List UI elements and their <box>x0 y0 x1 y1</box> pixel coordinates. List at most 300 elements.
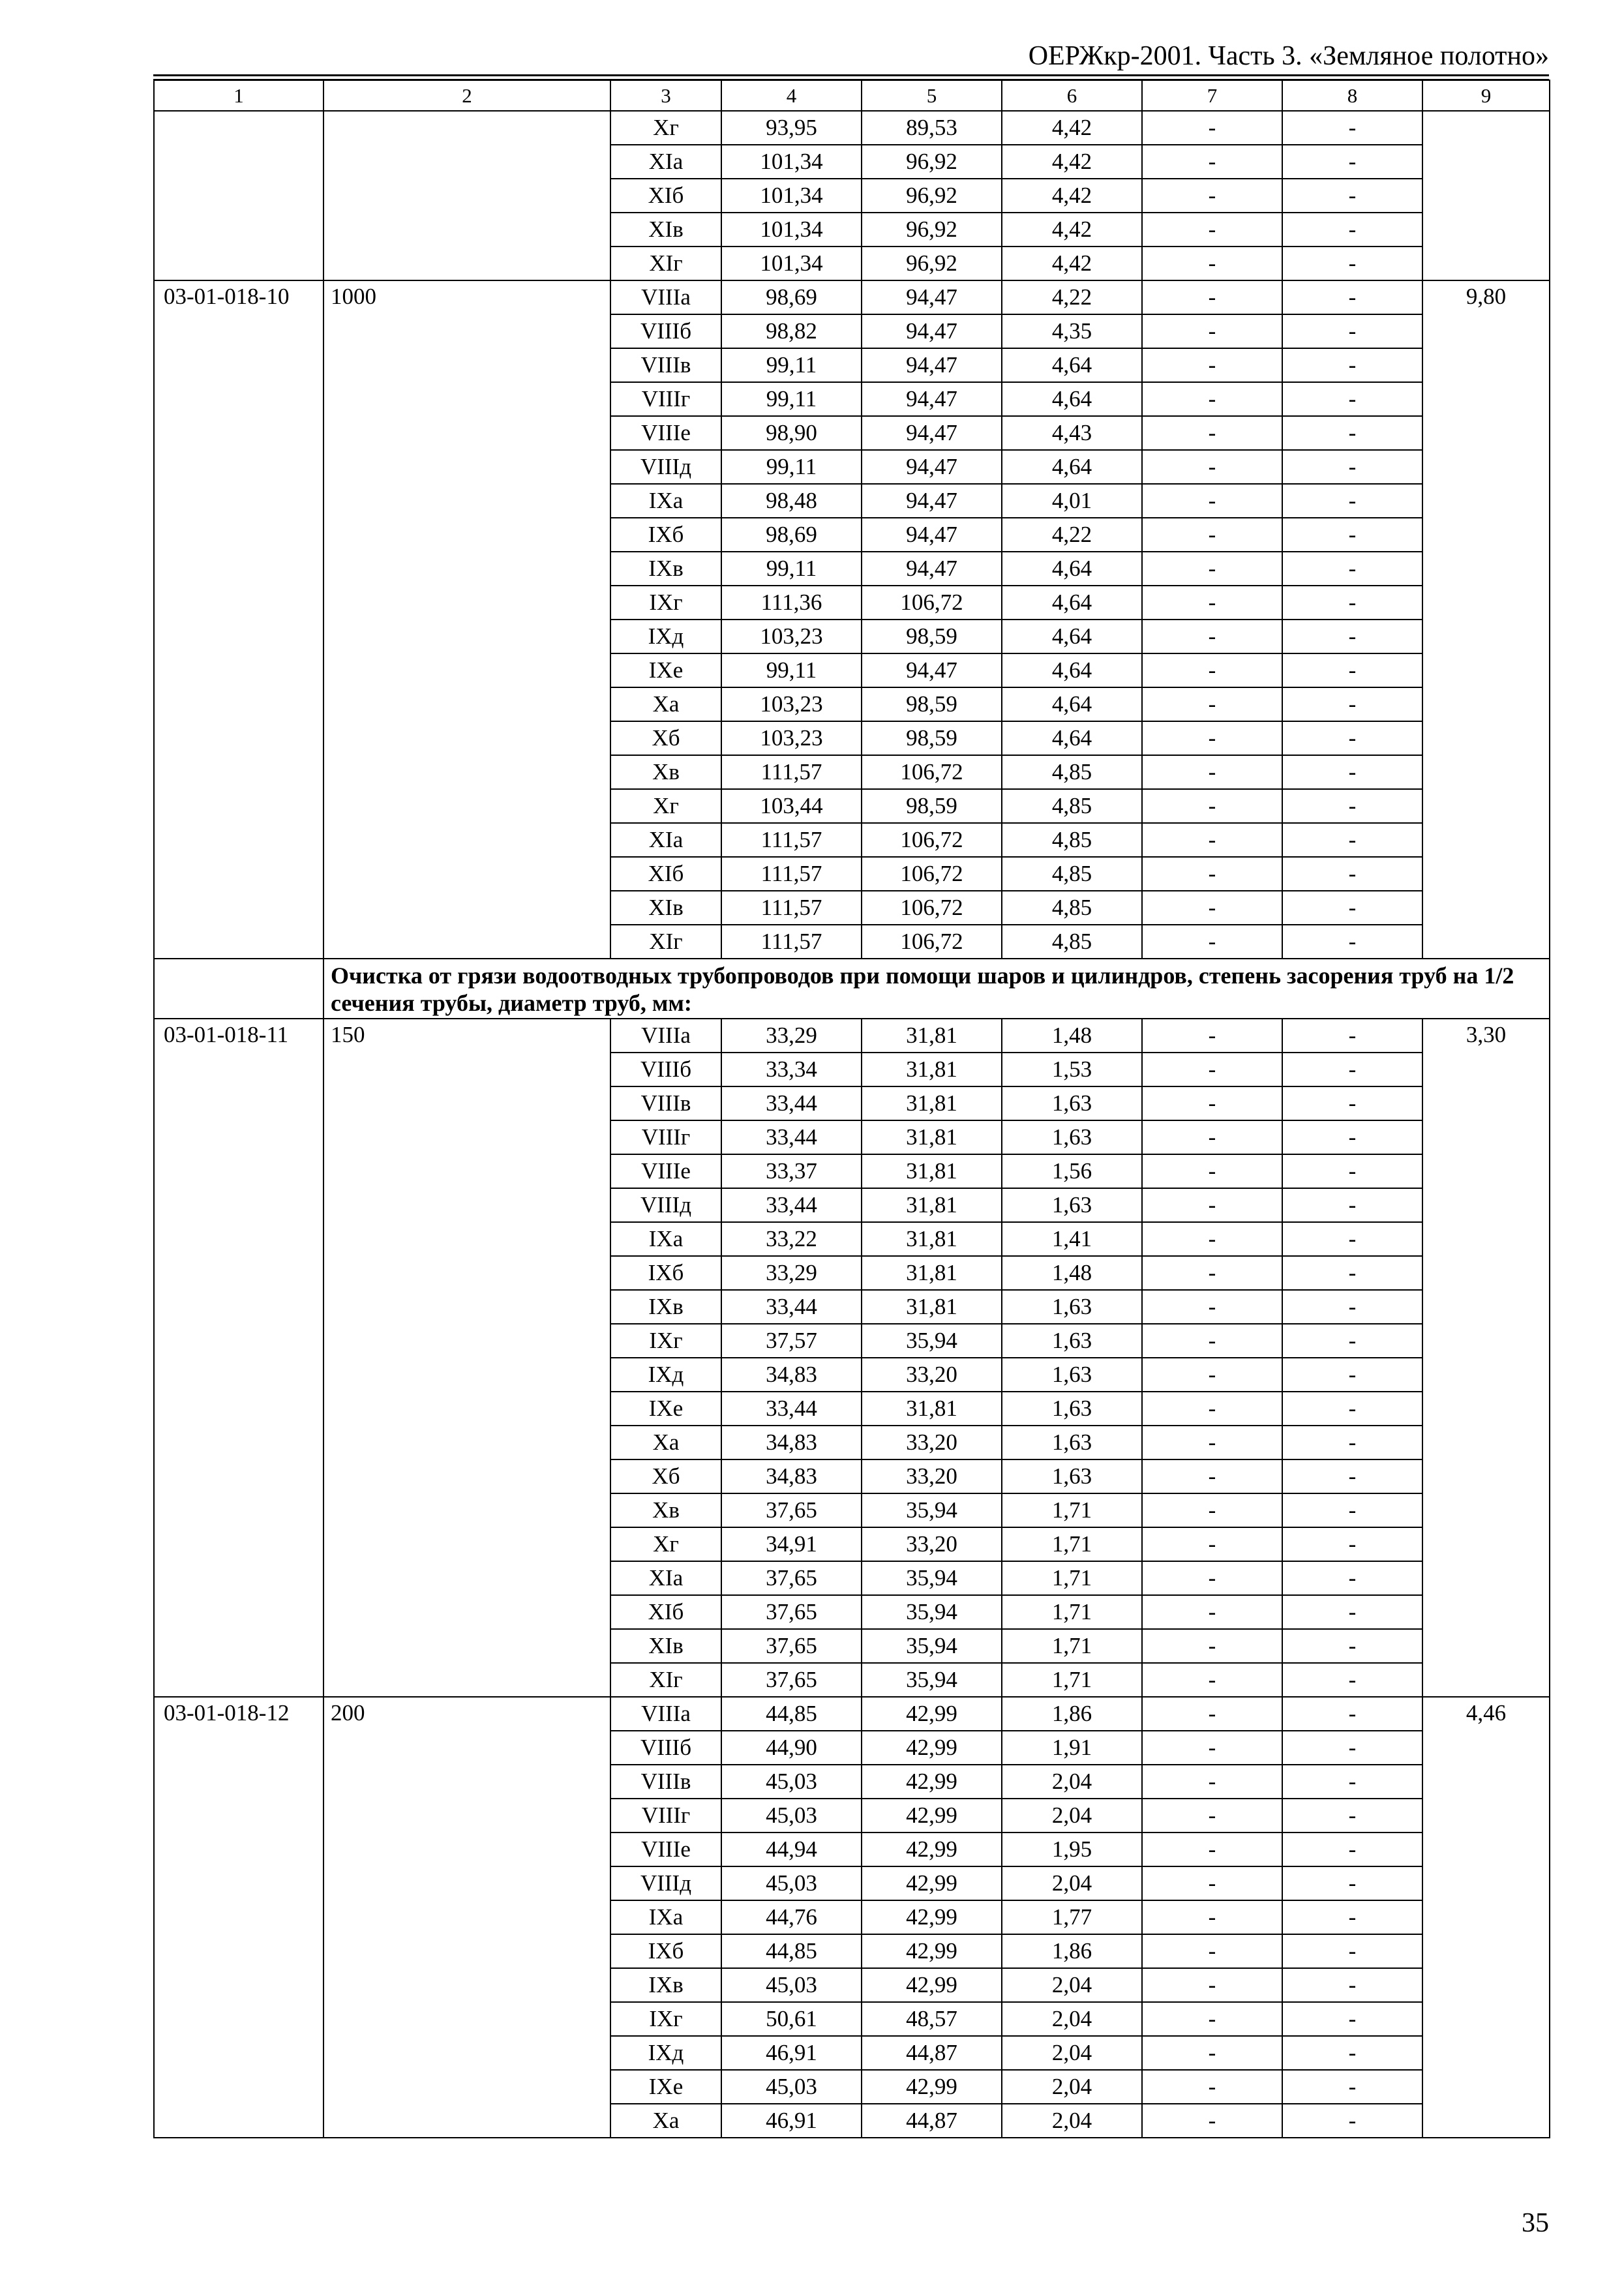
materials: - <box>1282 1561 1422 1595</box>
labor-cost: 3,30 <box>1422 1019 1550 1697</box>
machine-operation: 4,85 <box>1002 891 1142 925</box>
materials: - <box>1282 1324 1422 1358</box>
materials: - <box>1282 789 1422 823</box>
wages: 42,99 <box>862 1900 1002 1934</box>
wages: 94,47 <box>862 314 1002 348</box>
wages: 31,81 <box>862 1256 1002 1290</box>
machinist-wages: - <box>1142 1697 1282 1731</box>
territorial-zone: IХд <box>610 620 721 653</box>
machine-operation: 1,56 <box>1002 1154 1142 1188</box>
materials: - <box>1282 857 1422 891</box>
machine-operation: 1,63 <box>1002 1358 1142 1392</box>
territorial-zone: IХб <box>610 518 721 552</box>
machine-operation: 1,77 <box>1002 1900 1142 1934</box>
machinist-wages: - <box>1142 213 1282 247</box>
machine-operation: 4,42 <box>1002 179 1142 213</box>
total-cost: 98,48 <box>721 484 862 518</box>
rate-code <box>154 111 323 280</box>
wages: 106,72 <box>862 755 1002 789</box>
territorial-zone: ХIа <box>610 145 721 179</box>
machinist-wages: - <box>1142 653 1282 687</box>
wages: 33,20 <box>862 1527 1002 1561</box>
materials: - <box>1282 1968 1422 2002</box>
territorial-zone: IХа <box>610 1222 721 1256</box>
section-heading-row <box>154 959 1550 1019</box>
territorial-zone: Ха <box>610 1426 721 1459</box>
wages: 48,57 <box>862 2002 1002 2036</box>
territorial-zone: VIIIд <box>610 1866 721 1900</box>
wages: 31,81 <box>862 1086 1002 1120</box>
total-cost: 98,82 <box>721 314 862 348</box>
machine-operation: 1,71 <box>1002 1663 1142 1697</box>
territorial-zone: IХб <box>610 1934 721 1968</box>
machine-operation: 4,85 <box>1002 925 1142 959</box>
materials: - <box>1282 1799 1422 1833</box>
territorial-zone: VIIIб <box>610 1053 721 1086</box>
machine-operation: 1,41 <box>1002 1222 1142 1256</box>
territorial-zone: IХд <box>610 2036 721 2070</box>
machinist-wages: - <box>1142 1629 1282 1663</box>
total-cost: 34,83 <box>721 1426 862 1459</box>
territorial-zone: ХIв <box>610 891 721 925</box>
wages: 31,81 <box>862 1019 1002 1053</box>
materials: - <box>1282 1459 1422 1493</box>
wages: 31,81 <box>862 1120 1002 1154</box>
machine-operation: 4,42 <box>1002 111 1142 145</box>
wages: 98,59 <box>862 620 1002 653</box>
materials: - <box>1282 687 1422 721</box>
machine-operation: 4,64 <box>1002 450 1142 484</box>
materials: - <box>1282 1731 1422 1765</box>
total-cost: 111,57 <box>721 925 862 959</box>
territorial-zone: Хв <box>610 755 721 789</box>
total-cost: 44,85 <box>721 1934 862 1968</box>
machine-operation: 1,53 <box>1002 1053 1142 1086</box>
machinist-wages: - <box>1142 925 1282 959</box>
machine-operation: 4,64 <box>1002 721 1142 755</box>
machinist-wages: - <box>1142 1934 1282 1968</box>
machinist-wages: - <box>1142 586 1282 620</box>
wages: 106,72 <box>862 586 1002 620</box>
materials: - <box>1282 1866 1422 1900</box>
machine-operation: 2,04 <box>1002 1799 1142 1833</box>
total-cost: 111,57 <box>721 755 862 789</box>
total-cost: 98,69 <box>721 280 862 314</box>
machinist-wages: - <box>1142 1968 1282 2002</box>
wages: 31,81 <box>862 1154 1002 1188</box>
machinist-wages: - <box>1142 1188 1282 1222</box>
materials: - <box>1282 1086 1422 1120</box>
running-header: ОЕРЖкр-2001. Часть 3. «Земляное полотно» <box>1028 41 1549 71</box>
machine-operation: 4,43 <box>1002 416 1142 450</box>
machine-operation: 1,48 <box>1002 1256 1142 1290</box>
wages: 106,72 <box>862 925 1002 959</box>
materials: - <box>1282 2002 1422 2036</box>
materials: - <box>1282 213 1422 247</box>
territorial-zone: ХIг <box>610 247 721 280</box>
machinist-wages: - <box>1142 1765 1282 1799</box>
total-cost: 37,65 <box>721 1561 862 1595</box>
total-cost: 34,83 <box>721 1459 862 1493</box>
materials: - <box>1282 1426 1422 1459</box>
total-cost: 33,44 <box>721 1188 862 1222</box>
column-number: 5 <box>862 80 1002 111</box>
total-cost: 44,90 <box>721 1731 862 1765</box>
territorial-zone: VIIIг <box>610 1120 721 1154</box>
materials: - <box>1282 1900 1422 1934</box>
territorial-zone: ХIа <box>610 1561 721 1595</box>
territorial-zone: VIIIд <box>610 1188 721 1222</box>
territorial-zone: Хг <box>610 1527 721 1561</box>
materials: - <box>1282 1188 1422 1222</box>
machine-operation: 4,22 <box>1002 518 1142 552</box>
wages: 98,59 <box>862 789 1002 823</box>
column-number: 9 <box>1422 80 1550 111</box>
total-cost: 99,11 <box>721 653 862 687</box>
machinist-wages: - <box>1142 1358 1282 1392</box>
machine-operation: 1,71 <box>1002 1629 1142 1663</box>
machinist-wages: - <box>1142 1459 1282 1493</box>
machinist-wages: - <box>1142 314 1282 348</box>
wages: 96,92 <box>862 179 1002 213</box>
machinist-wages: - <box>1142 1392 1282 1426</box>
territorial-zone: Хг <box>610 111 721 145</box>
machinist-wages: - <box>1142 1900 1282 1934</box>
materials: - <box>1282 1222 1422 1256</box>
wages: 42,99 <box>862 1697 1002 1731</box>
materials: - <box>1282 1595 1422 1629</box>
machinist-wages: - <box>1142 1527 1282 1561</box>
total-cost: 37,57 <box>721 1324 862 1358</box>
machinist-wages: - <box>1142 1120 1282 1154</box>
machinist-wages: - <box>1142 518 1282 552</box>
materials: - <box>1282 1934 1422 1968</box>
machine-operation: 4,64 <box>1002 687 1142 721</box>
materials: - <box>1282 348 1422 382</box>
machinist-wages: - <box>1142 2070 1282 2104</box>
total-cost: 44,76 <box>721 1900 862 1934</box>
machine-operation: 2,04 <box>1002 1866 1142 1900</box>
materials: - <box>1282 484 1422 518</box>
territorial-zone: ХIв <box>610 1629 721 1663</box>
materials: - <box>1282 179 1422 213</box>
machine-operation: 4,85 <box>1002 857 1142 891</box>
machinist-wages: - <box>1142 1324 1282 1358</box>
rate-code: 03-01-018-12 <box>154 1697 323 2138</box>
territorial-zone: IХе <box>610 653 721 687</box>
total-cost: 99,11 <box>721 552 862 586</box>
wages: 31,81 <box>862 1222 1002 1256</box>
materials: - <box>1282 416 1422 450</box>
machine-operation: 4,42 <box>1002 247 1142 280</box>
wages: 94,47 <box>862 348 1002 382</box>
territorial-zone: Хб <box>610 1459 721 1493</box>
labor-cost <box>1422 111 1550 280</box>
machinist-wages: - <box>1142 1731 1282 1765</box>
materials: - <box>1282 721 1422 755</box>
rate-code: 03-01-018-11 <box>154 1019 323 1697</box>
column-number: 6 <box>1002 80 1142 111</box>
machine-operation: 1,95 <box>1002 1833 1142 1866</box>
territorial-zone: Ха <box>610 2104 721 2138</box>
total-cost: 45,03 <box>721 1765 862 1799</box>
wages: 42,99 <box>862 1765 1002 1799</box>
territorial-zone: IХг <box>610 586 721 620</box>
machinist-wages: - <box>1142 687 1282 721</box>
total-cost: 33,37 <box>721 1154 862 1188</box>
total-cost: 111,57 <box>721 823 862 857</box>
machinist-wages: - <box>1142 1222 1282 1256</box>
column-number: 7 <box>1142 80 1282 111</box>
territorial-zone: ХIб <box>610 857 721 891</box>
materials: - <box>1282 1765 1422 1799</box>
wages: 44,87 <box>862 2036 1002 2070</box>
total-cost: 33,29 <box>721 1019 862 1053</box>
total-cost: 45,03 <box>721 1968 862 2002</box>
materials: - <box>1282 1290 1422 1324</box>
machine-operation: 1,63 <box>1002 1426 1142 1459</box>
territorial-zone: VIIIв <box>610 1765 721 1799</box>
machinist-wages: - <box>1142 1290 1282 1324</box>
machine-operation: 4,64 <box>1002 653 1142 687</box>
machine-operation: 4,42 <box>1002 145 1142 179</box>
table-row <box>154 1697 1550 1731</box>
territorial-zone: Хв <box>610 1493 721 1527</box>
wages: 94,47 <box>862 382 1002 416</box>
total-cost: 98,69 <box>721 518 862 552</box>
machinist-wages: - <box>1142 1019 1282 1053</box>
total-cost: 101,34 <box>721 247 862 280</box>
machine-operation: 4,64 <box>1002 382 1142 416</box>
machine-operation: 1,63 <box>1002 1188 1142 1222</box>
wages: 42,99 <box>862 1731 1002 1765</box>
column-number: 4 <box>721 80 862 111</box>
wages: 89,53 <box>862 111 1002 145</box>
total-cost: 101,34 <box>721 213 862 247</box>
machine-operation: 1,71 <box>1002 1561 1142 1595</box>
column-number: 1 <box>154 80 323 111</box>
materials: - <box>1282 1629 1422 1663</box>
materials: - <box>1282 518 1422 552</box>
wages: 42,99 <box>862 1866 1002 1900</box>
machinist-wages: - <box>1142 1595 1282 1629</box>
materials: - <box>1282 111 1422 145</box>
section-heading: Очистка от грязи водоотводных трубопроводов при помощи шаров и цилиндров, степень засорения труб на 1/2 сечения трубы, диаметр труб, мм: <box>323 959 1550 1019</box>
materials: - <box>1282 1392 1422 1426</box>
machine-operation: 4,42 <box>1002 213 1142 247</box>
machinist-wages: - <box>1142 1154 1282 1188</box>
machinist-wages: - <box>1142 145 1282 179</box>
total-cost: 33,44 <box>721 1290 862 1324</box>
wages: 31,81 <box>862 1290 1002 1324</box>
machine-operation: 4,22 <box>1002 280 1142 314</box>
machine-operation: 1,48 <box>1002 1019 1142 1053</box>
machinist-wages: - <box>1142 1663 1282 1697</box>
total-cost: 98,90 <box>721 416 862 450</box>
territorial-zone: Хб <box>610 721 721 755</box>
materials: - <box>1282 755 1422 789</box>
rates-table-container <box>153 80 1549 2138</box>
machinist-wages: - <box>1142 2002 1282 2036</box>
machine-operation: 1,86 <box>1002 1697 1142 1731</box>
machine-operation: 4,85 <box>1002 755 1142 789</box>
total-cost: 101,34 <box>721 179 862 213</box>
page-number: 35 <box>1522 2208 1549 2238</box>
machine-operation: 1,71 <box>1002 1493 1142 1527</box>
machinist-wages: - <box>1142 1493 1282 1527</box>
territorial-zone: IХг <box>610 2002 721 2036</box>
machine-operation: 1,63 <box>1002 1120 1142 1154</box>
territorial-zone: VIIIе <box>610 1154 721 1188</box>
materials: - <box>1282 1053 1422 1086</box>
total-cost: 45,03 <box>721 1799 862 1833</box>
territorial-zone: IХв <box>610 1290 721 1324</box>
total-cost: 111,57 <box>721 891 862 925</box>
wages: 106,72 <box>862 823 1002 857</box>
header-rule <box>153 74 1549 76</box>
machinist-wages: - <box>1142 1799 1282 1833</box>
wages: 42,99 <box>862 1799 1002 1833</box>
territorial-zone: VIIIб <box>610 1731 721 1765</box>
territorial-zone: VIIIв <box>610 348 721 382</box>
column-number-row <box>154 80 1550 111</box>
wages: 35,94 <box>862 1324 1002 1358</box>
machine-operation: 4,64 <box>1002 586 1142 620</box>
territorial-zone: ХIг <box>610 925 721 959</box>
materials: - <box>1282 925 1422 959</box>
wages: 35,94 <box>862 1493 1002 1527</box>
machinist-wages: - <box>1142 111 1282 145</box>
materials: - <box>1282 2104 1422 2138</box>
total-cost: 93,95 <box>721 111 862 145</box>
machinist-wages: - <box>1142 247 1282 280</box>
machine-operation: 2,04 <box>1002 2036 1142 2070</box>
total-cost: 111,36 <box>721 586 862 620</box>
total-cost: 37,65 <box>721 1663 862 1697</box>
column-number: 3 <box>610 80 721 111</box>
materials: - <box>1282 314 1422 348</box>
machinist-wages: - <box>1142 755 1282 789</box>
machinist-wages: - <box>1142 416 1282 450</box>
wages: 94,47 <box>862 450 1002 484</box>
territorial-zone: Хг <box>610 789 721 823</box>
column-number: 8 <box>1282 80 1422 111</box>
territorial-zone: VIIIб <box>610 314 721 348</box>
wages: 42,99 <box>862 1934 1002 1968</box>
materials: - <box>1282 1120 1422 1154</box>
territorial-zone: IХе <box>610 1392 721 1426</box>
territorial-zone: IХе <box>610 2070 721 2104</box>
machinist-wages: - <box>1142 179 1282 213</box>
machine-operation: 4,85 <box>1002 823 1142 857</box>
materials: - <box>1282 1154 1422 1188</box>
materials: - <box>1282 823 1422 857</box>
wages: 94,47 <box>862 484 1002 518</box>
wages: 42,99 <box>862 1833 1002 1866</box>
machine-operation: 1,63 <box>1002 1392 1142 1426</box>
machine-operation: 4,64 <box>1002 552 1142 586</box>
pipe-diameter: 150 <box>323 1019 610 1697</box>
territorial-zone: IХд <box>610 1358 721 1392</box>
machine-operation: 4,64 <box>1002 620 1142 653</box>
wages: 42,99 <box>862 2070 1002 2104</box>
pipe-diameter: 1000 <box>323 280 610 959</box>
materials: - <box>1282 1697 1422 1731</box>
territorial-zone: VIIIв <box>610 1086 721 1120</box>
total-cost: 33,29 <box>721 1256 862 1290</box>
machinist-wages: - <box>1142 382 1282 416</box>
machine-operation: 1,63 <box>1002 1290 1142 1324</box>
materials: - <box>1282 1663 1422 1697</box>
materials: - <box>1282 1493 1422 1527</box>
territorial-zone: VIIIг <box>610 382 721 416</box>
machine-operation: 4,64 <box>1002 348 1142 382</box>
labor-cost: 4,46 <box>1422 1697 1550 2138</box>
materials: - <box>1282 653 1422 687</box>
wages: 31,81 <box>862 1053 1002 1086</box>
total-cost: 103,44 <box>721 789 862 823</box>
machinist-wages: - <box>1142 823 1282 857</box>
wages: 106,72 <box>862 891 1002 925</box>
wages: 35,94 <box>862 1595 1002 1629</box>
wages: 35,94 <box>862 1663 1002 1697</box>
machine-operation: 1,71 <box>1002 1527 1142 1561</box>
total-cost: 33,44 <box>721 1086 862 1120</box>
materials: - <box>1282 1527 1422 1561</box>
machinist-wages: - <box>1142 280 1282 314</box>
labor-cost: 9,80 <box>1422 280 1550 959</box>
machine-operation: 1,63 <box>1002 1086 1142 1120</box>
materials: - <box>1282 552 1422 586</box>
total-cost: 99,11 <box>721 450 862 484</box>
wages: 96,92 <box>862 247 1002 280</box>
wages: 94,47 <box>862 653 1002 687</box>
machinist-wages: - <box>1142 450 1282 484</box>
total-cost: 34,91 <box>721 1527 862 1561</box>
machine-operation: 2,04 <box>1002 2104 1142 2138</box>
machinist-wages: - <box>1142 348 1282 382</box>
total-cost: 101,34 <box>721 145 862 179</box>
materials: - <box>1282 620 1422 653</box>
territorial-zone: VIIIе <box>610 1833 721 1866</box>
section-empty-cell <box>154 959 323 1019</box>
wages: 33,20 <box>862 1358 1002 1392</box>
total-cost: 37,65 <box>721 1629 862 1663</box>
territorial-zone: VIIIа <box>610 1697 721 1731</box>
machinist-wages: - <box>1142 721 1282 755</box>
machine-operation: 2,04 <box>1002 2070 1142 2104</box>
wages: 96,92 <box>862 213 1002 247</box>
wages: 106,72 <box>862 857 1002 891</box>
wages: 33,20 <box>862 1426 1002 1459</box>
total-cost: 33,44 <box>721 1392 862 1426</box>
machine-operation: 4,01 <box>1002 484 1142 518</box>
machine-operation: 2,04 <box>1002 1968 1142 2002</box>
total-cost: 103,23 <box>721 620 862 653</box>
territorial-zone: IХб <box>610 1256 721 1290</box>
machinist-wages: - <box>1142 1561 1282 1595</box>
materials: - <box>1282 891 1422 925</box>
wages: 94,47 <box>862 416 1002 450</box>
total-cost: 46,91 <box>721 2104 862 2138</box>
materials: - <box>1282 280 1422 314</box>
total-cost: 44,85 <box>721 1697 862 1731</box>
territorial-zone: VIIIа <box>610 280 721 314</box>
machine-operation: 1,71 <box>1002 1595 1142 1629</box>
machinist-wages: - <box>1142 2036 1282 2070</box>
materials: - <box>1282 586 1422 620</box>
territorial-zone: IХа <box>610 1900 721 1934</box>
